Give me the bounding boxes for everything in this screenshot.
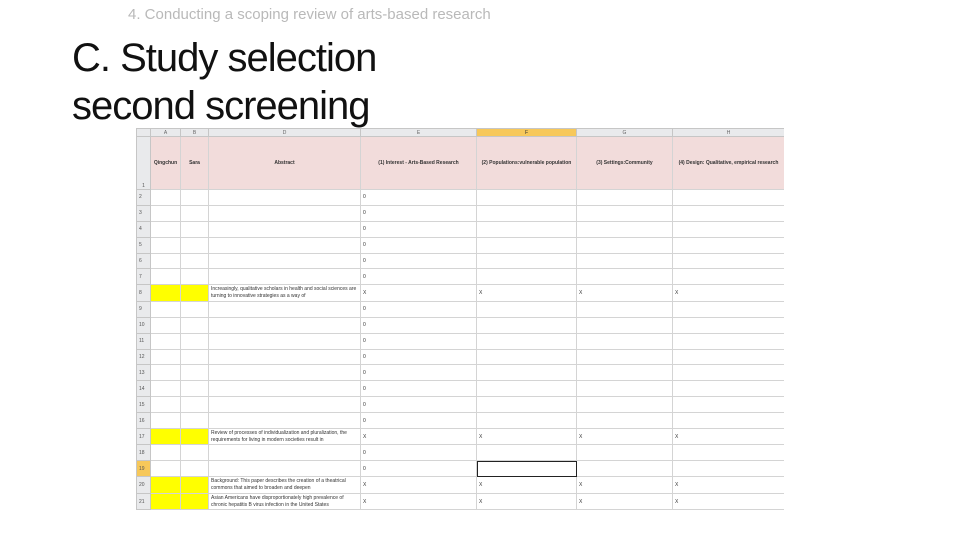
cell-design[interactable]	[673, 413, 785, 429]
cell-qingchun[interactable]	[151, 493, 181, 510]
cell-settings[interactable]	[577, 317, 673, 333]
cell-settings[interactable]	[577, 397, 673, 413]
cell-settings[interactable]	[577, 333, 673, 349]
table-row	[137, 221, 785, 237]
cell-settings[interactable]	[577, 221, 673, 237]
cell-sara[interactable]	[181, 301, 209, 317]
cell-abstract[interactable]	[209, 333, 361, 349]
cell-qingchun[interactable]	[151, 221, 181, 237]
cell-abstract[interactable]: Increasingly, qualitative scholars in health and social sciences are turning to innovative strategies as a way of	[209, 285, 361, 302]
spreadsheet-screenshot	[136, 128, 784, 510]
row-number[interactable]: 14	[137, 381, 151, 397]
cell-interest[interactable]: 0	[361, 253, 477, 269]
cell-qingchun[interactable]	[151, 397, 181, 413]
cell-sara[interactable]	[181, 477, 209, 494]
cell-populations[interactable]	[477, 445, 577, 461]
cell-settings[interactable]: X	[577, 285, 673, 302]
cell-sara[interactable]	[181, 269, 209, 285]
cell-interest[interactable]: 0	[361, 445, 477, 461]
column-header-g[interactable]: G	[577, 129, 673, 137]
table-row	[137, 269, 785, 285]
cell-sara[interactable]	[181, 253, 209, 269]
cell-design[interactable]	[673, 397, 785, 413]
header-settings[interactable]: (3) Settings:Community	[577, 137, 673, 190]
cell-design[interactable]	[673, 253, 785, 269]
header-abstract[interactable]: Abstract	[209, 137, 361, 190]
column-header-d[interactable]: D	[209, 129, 361, 137]
cell-sara[interactable]	[181, 381, 209, 397]
cell-interest[interactable]: X	[361, 493, 477, 510]
cell-qingchun[interactable]	[151, 285, 181, 302]
cell-sara[interactable]	[181, 397, 209, 413]
table-row	[137, 205, 785, 221]
cell-settings[interactable]	[577, 413, 673, 429]
cell-design[interactable]: X	[673, 477, 785, 494]
cell-settings[interactable]	[577, 349, 673, 365]
cell-interest[interactable]: 0	[361, 381, 477, 397]
cell-settings[interactable]: X	[577, 477, 673, 494]
slide-title	[72, 34, 376, 130]
cell-qingchun[interactable]	[151, 301, 181, 317]
cell-populations[interactable]: X	[477, 428, 577, 445]
cell-qingchun[interactable]	[151, 253, 181, 269]
table-row	[137, 365, 785, 381]
row-number[interactable]: 20	[137, 477, 151, 494]
cell-populations[interactable]	[477, 461, 577, 477]
cell-qingchun[interactable]	[151, 445, 181, 461]
cell-abstract[interactable]	[209, 445, 361, 461]
table-row	[137, 381, 785, 397]
cell-abstract[interactable]	[209, 461, 361, 477]
cell-qingchun[interactable]	[151, 317, 181, 333]
cell-interest[interactable]: 0	[361, 301, 477, 317]
cell-qingchun[interactable]	[151, 237, 181, 253]
column-header-f[interactable]: F	[477, 129, 577, 137]
row-number[interactable]: 5	[137, 237, 151, 253]
cell-abstract[interactable]	[209, 317, 361, 333]
cell-sara[interactable]	[181, 445, 209, 461]
cell-sara[interactable]	[181, 349, 209, 365]
table-row	[137, 428, 785, 445]
cell-interest[interactable]: 0	[361, 333, 477, 349]
cell-interest[interactable]: 0	[361, 461, 477, 477]
row-number[interactable]: 15	[137, 397, 151, 413]
select-all-corner[interactable]	[137, 129, 151, 137]
cell-qingchun[interactable]	[151, 461, 181, 477]
cell-settings[interactable]	[577, 190, 673, 206]
cell-settings[interactable]: X	[577, 428, 673, 445]
cell-populations[interactable]: X	[477, 477, 577, 494]
cell-qingchun[interactable]	[151, 477, 181, 494]
cell-design[interactable]	[673, 349, 785, 365]
cell-abstract[interactable]	[209, 205, 361, 221]
cell-sara[interactable]	[181, 461, 209, 477]
cell-interest[interactable]: 0	[361, 317, 477, 333]
cell-sara[interactable]	[181, 428, 209, 445]
cell-design[interactable]: X	[673, 493, 785, 510]
cell-abstract[interactable]	[209, 413, 361, 429]
cell-abstract[interactable]	[209, 237, 361, 253]
title-line-1: C. Study selection	[72, 36, 377, 80]
row-number[interactable]: 17	[137, 428, 151, 445]
row-number[interactable]: 8	[137, 285, 151, 302]
cell-sara[interactable]	[181, 493, 209, 510]
cell-sara[interactable]	[181, 221, 209, 237]
cell-abstract[interactable]: Background: This paper describes the creation of a theatrical commons that aimed to broaden and deepen	[209, 477, 361, 494]
cell-qingchun[interactable]	[151, 349, 181, 365]
row-number[interactable]: 3	[137, 205, 151, 221]
cell-interest[interactable]: 0	[361, 221, 477, 237]
cell-sara[interactable]	[181, 205, 209, 221]
cell-populations[interactable]	[477, 269, 577, 285]
cell-design[interactable]	[673, 445, 785, 461]
cell-abstract[interactable]	[209, 269, 361, 285]
cell-design[interactable]	[673, 221, 785, 237]
cell-abstract[interactable]	[209, 349, 361, 365]
cell-populations[interactable]	[477, 413, 577, 429]
table-row	[137, 317, 785, 333]
table-row	[137, 237, 785, 253]
row-number[interactable]: 13	[137, 365, 151, 381]
cell-design[interactable]	[673, 381, 785, 397]
cell-design[interactable]	[673, 365, 785, 381]
cell-sara[interactable]	[181, 365, 209, 381]
column-header-b[interactable]: B	[181, 129, 209, 137]
cell-qingchun[interactable]	[151, 381, 181, 397]
cell-design[interactable]: X	[673, 428, 785, 445]
cell-interest[interactable]: 0	[361, 349, 477, 365]
cell-design[interactable]	[673, 317, 785, 333]
row-number[interactable]: 18	[137, 445, 151, 461]
cell-design[interactable]	[673, 190, 785, 206]
column-header-a[interactable]: A	[151, 129, 181, 137]
cell-interest[interactable]: 0	[361, 205, 477, 221]
cell-settings[interactable]	[577, 237, 673, 253]
row-number[interactable]: 21	[137, 493, 151, 510]
column-header-h[interactable]: H	[673, 129, 785, 137]
cell-settings[interactable]: X	[577, 493, 673, 510]
cell-abstract[interactable]: Asian Americans have disproportionately high prevalence of chronic hepatitis B virus infection in the United States	[209, 493, 361, 510]
table-row	[137, 301, 785, 317]
row-number[interactable]: 7	[137, 269, 151, 285]
table-row	[137, 285, 785, 302]
cell-qingchun[interactable]	[151, 333, 181, 349]
cell-qingchun[interactable]	[151, 190, 181, 206]
table-row	[137, 493, 785, 510]
row-number[interactable]: 12	[137, 349, 151, 365]
cell-settings[interactable]	[577, 381, 673, 397]
cell-qingchun[interactable]	[151, 428, 181, 445]
table-row	[137, 253, 785, 269]
cell-populations[interactable]	[477, 397, 577, 413]
slide-subtitle: 4. Conducting a scoping review of arts-based research	[128, 6, 491, 23]
cell-populations[interactable]	[477, 205, 577, 221]
header-qingchun[interactable]: Qingchun	[151, 137, 181, 190]
header-populations[interactable]: (2) Populations:vulnerable population	[477, 137, 577, 190]
table-row	[137, 349, 785, 365]
cell-interest[interactable]: X	[361, 477, 477, 494]
cell-populations[interactable]: X	[477, 493, 577, 510]
header-sara[interactable]: Sara	[181, 137, 209, 190]
cell-settings[interactable]	[577, 253, 673, 269]
cell-interest[interactable]: 0	[361, 269, 477, 285]
row-number[interactable]: 1	[137, 137, 151, 190]
cell-interest[interactable]: 0	[361, 237, 477, 253]
cell-design[interactable]	[673, 269, 785, 285]
cell-design[interactable]	[673, 237, 785, 253]
header-interest[interactable]: (1) Interest - Arts-Based Research	[361, 137, 477, 190]
cell-sara[interactable]	[181, 317, 209, 333]
cell-sara[interactable]	[181, 190, 209, 206]
cell-abstract[interactable]	[209, 221, 361, 237]
cell-populations[interactable]	[477, 365, 577, 381]
row-number[interactable]: 19	[137, 461, 151, 477]
table-row	[137, 445, 785, 461]
cell-interest[interactable]: 0	[361, 413, 477, 429]
cell-interest[interactable]: 0	[361, 397, 477, 413]
cell-qingchun[interactable]	[151, 269, 181, 285]
table-row	[137, 190, 785, 206]
cell-design[interactable]: X	[673, 285, 785, 302]
cell-settings[interactable]	[577, 205, 673, 221]
cell-abstract[interactable]	[209, 253, 361, 269]
cell-qingchun[interactable]	[151, 205, 181, 221]
cell-abstract[interactable]: Review of processes of individualization and pluralization, the requirements for living in modern societies result in	[209, 428, 361, 445]
row-number[interactable]: 16	[137, 413, 151, 429]
cell-sara[interactable]	[181, 237, 209, 253]
cell-settings[interactable]	[577, 365, 673, 381]
cell-design[interactable]	[673, 461, 785, 477]
cell-sara[interactable]	[181, 285, 209, 302]
cell-abstract[interactable]	[209, 190, 361, 206]
cell-abstract[interactable]	[209, 381, 361, 397]
table-row	[137, 413, 785, 429]
row-number[interactable]: 6	[137, 253, 151, 269]
table-row	[137, 477, 785, 494]
cell-interest[interactable]: 0	[361, 365, 477, 381]
cell-interest[interactable]: X	[361, 428, 477, 445]
row-number[interactable]: 9	[137, 301, 151, 317]
spreadsheet-grid	[136, 128, 784, 510]
cell-populations[interactable]	[477, 190, 577, 206]
cell-interest[interactable]: X	[361, 285, 477, 302]
cell-populations[interactable]	[477, 333, 577, 349]
cell-populations[interactable]	[477, 253, 577, 269]
cell-sara[interactable]	[181, 413, 209, 429]
cell-qingchun[interactable]	[151, 413, 181, 429]
cell-populations[interactable]	[477, 317, 577, 333]
table-row	[137, 333, 785, 349]
row-number[interactable]: 4	[137, 221, 151, 237]
column-header-e[interactable]: E	[361, 129, 477, 137]
cell-settings[interactable]	[577, 461, 673, 477]
row-number[interactable]: 2	[137, 190, 151, 206]
header-design[interactable]: (4) Design: Qualitative, empirical research	[673, 137, 785, 190]
table-row	[137, 397, 785, 413]
cell-populations[interactable]	[477, 237, 577, 253]
cell-populations[interactable]: X	[477, 285, 577, 302]
cell-populations[interactable]	[477, 221, 577, 237]
cell-populations[interactable]	[477, 301, 577, 317]
cell-abstract[interactable]	[209, 365, 361, 381]
cell-qingchun[interactable]	[151, 365, 181, 381]
title-line-2: second screening	[72, 84, 370, 128]
cell-settings[interactable]	[577, 269, 673, 285]
cell-interest[interactable]: 0	[361, 190, 477, 206]
cell-settings[interactable]	[577, 301, 673, 317]
row-number[interactable]: 10	[137, 317, 151, 333]
row-number[interactable]: 11	[137, 333, 151, 349]
cell-design[interactable]	[673, 205, 785, 221]
header-row	[137, 137, 785, 190]
cell-populations[interactable]	[477, 381, 577, 397]
cell-sara[interactable]	[181, 333, 209, 349]
cell-design[interactable]	[673, 301, 785, 317]
table-row	[137, 461, 785, 477]
cell-settings[interactable]	[577, 445, 673, 461]
cell-populations[interactable]	[477, 349, 577, 365]
cell-design[interactable]	[673, 333, 785, 349]
column-header-row	[137, 129, 785, 137]
cell-abstract[interactable]	[209, 397, 361, 413]
cell-abstract[interactable]	[209, 301, 361, 317]
